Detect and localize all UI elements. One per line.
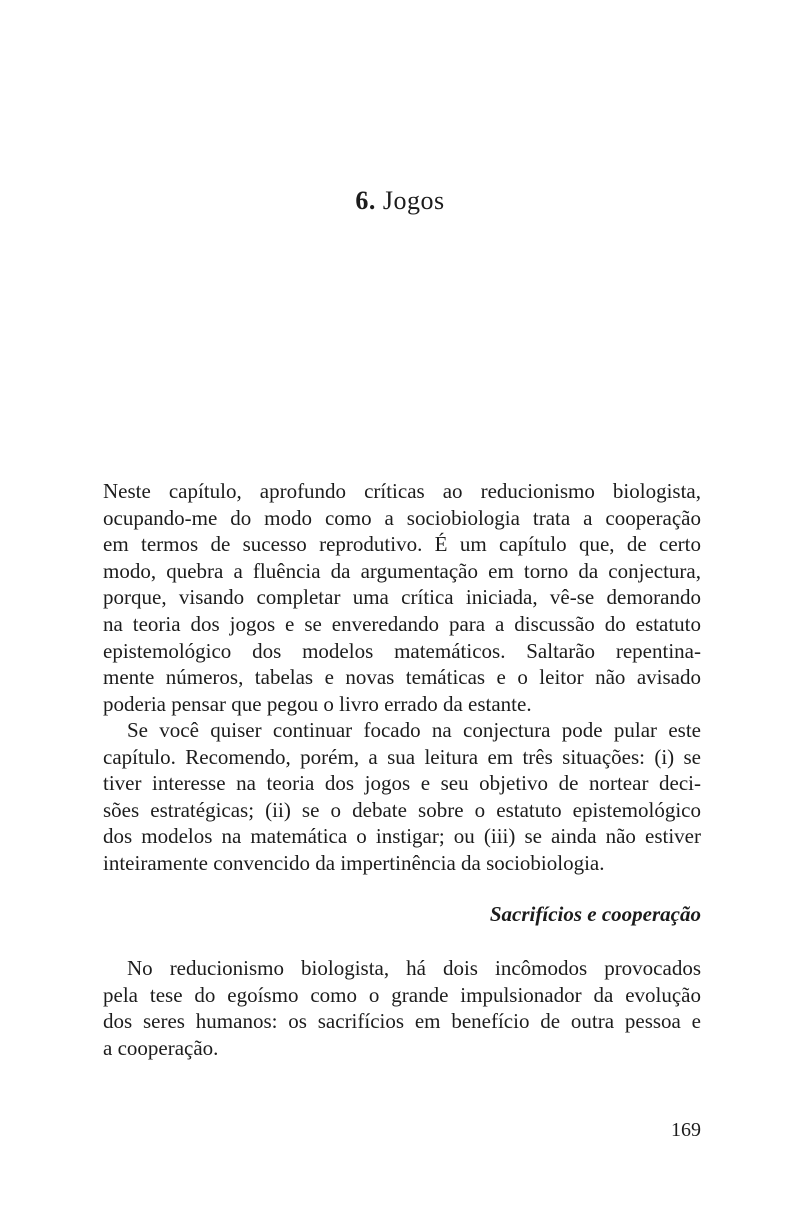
text-line: ocupando-me do modo como a sociobiologia trata a cooperação <box>103 505 701 530</box>
paragraph-section-intro <box>103 955 701 1061</box>
paragraph-intro <box>103 478 701 717</box>
chapter-title <box>0 184 800 218</box>
text-line: mente números, tabelas e novas temáticas e o leitor não avisado <box>103 665 701 690</box>
text-line: sões estratégicas; (ii) se o debate sobre o estatuto epistemológico <box>103 797 701 822</box>
text-line: inteiramente convencido da impertinência da sociobiologia. <box>103 850 605 875</box>
paragraph-reading-advice <box>103 717 701 877</box>
chapter-name: Jogos <box>382 186 445 215</box>
text-line: tiver interesse na teoria dos jogos e seu objetivo de nortear deci- <box>103 771 701 796</box>
text-line: dos seres humanos: os sacrifícios em benefício de outra pessoa e <box>103 1009 701 1034</box>
page-number: 169 <box>671 1119 701 1141</box>
text-line: em termos de sucesso reprodutivo. É um capítulo que, de certo <box>103 532 701 557</box>
chapter-number: 6. <box>355 186 376 215</box>
text-line: capítulo. Recomendo, porém, a sua leitura em três situações: (i) se <box>103 744 701 769</box>
text-line: Neste capítulo, aprofundo críticas ao reducionismo biologista, <box>103 479 701 503</box>
text-line: na teoria dos jogos e se enveredando para a discussão do estatuto <box>103 611 701 636</box>
text-line: dos modelos na matemática o instigar; ou (iii) se ainda não estiver <box>103 824 701 849</box>
text-line: modo, quebra a fluência da argumentação em torno da conjectura, <box>103 558 701 583</box>
text-line: poderia pensar que pegou o livro errado da estante. <box>103 691 532 716</box>
section-heading: Sacrifícios e cooperação <box>489 902 701 926</box>
text-line: epistemológico dos modelos matemáticos. Saltarão repentina- <box>103 638 701 663</box>
text-line: Se você quiser continuar focado na conjectura pode pular este <box>127 718 701 742</box>
text-line: porque, visando completar uma crítica iniciada, vê-se demorando <box>103 585 701 610</box>
text-line: a cooperação. <box>103 1035 219 1060</box>
text-line: pela tese do egoísmo como o grande impulsionador da evolução <box>103 982 701 1007</box>
text-line: No reducionismo biologista, há dois incômodos provocados <box>127 956 701 980</box>
